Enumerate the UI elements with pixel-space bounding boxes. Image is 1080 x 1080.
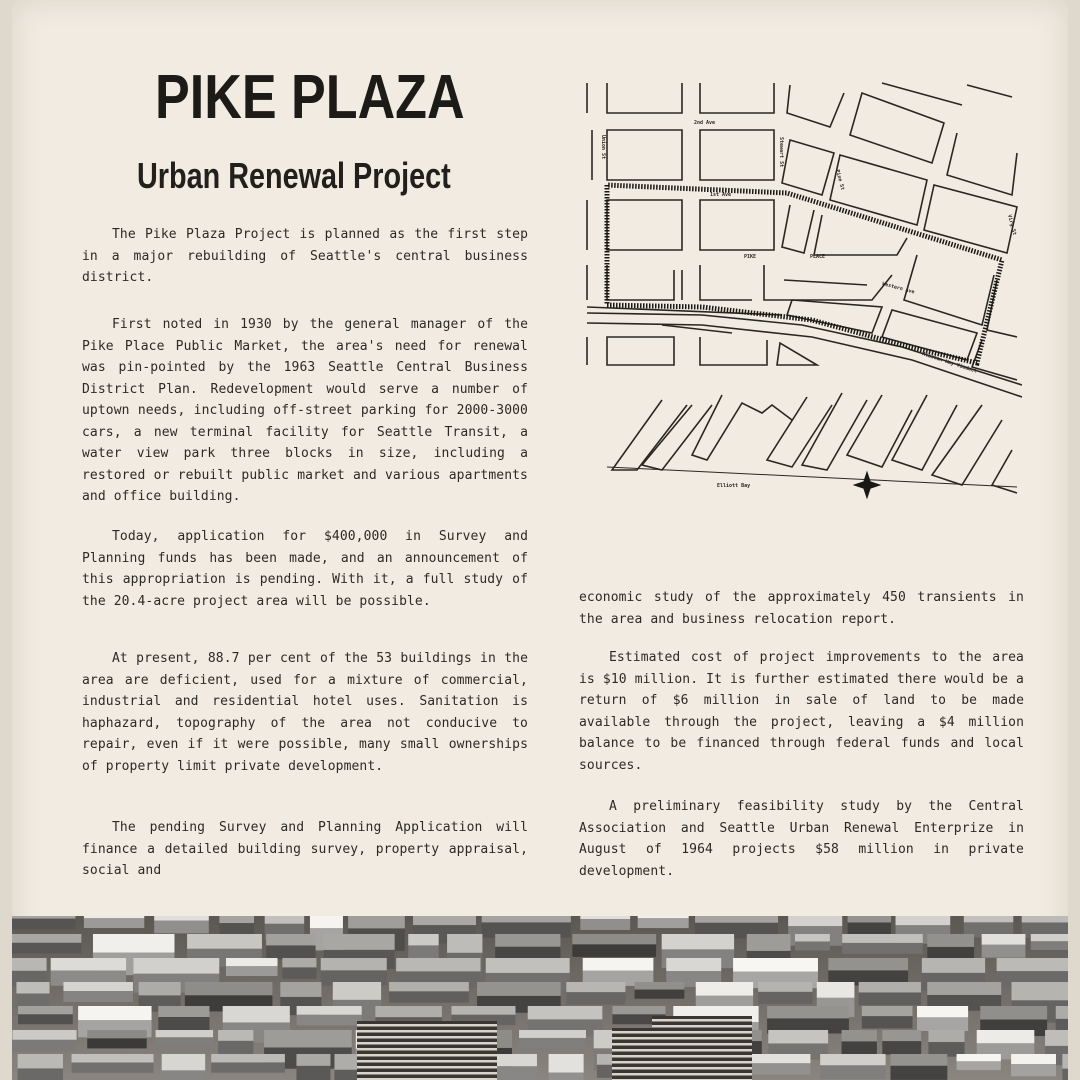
model-block-side <box>842 943 923 954</box>
model-block-roof <box>264 1030 352 1047</box>
model-block-side <box>820 1065 885 1079</box>
map-label-pine-st: Pine St <box>834 168 846 191</box>
model-block-roof <box>265 916 304 924</box>
model-block-roof <box>572 934 656 944</box>
model-block-side <box>226 966 278 976</box>
model-block-roof <box>767 1006 849 1018</box>
model-block-roof <box>788 916 842 926</box>
model-block-roof <box>447 934 482 953</box>
model-block-roof <box>333 982 381 1000</box>
model-tower-floor <box>652 1073 752 1076</box>
model-block-side <box>297 1015 362 1026</box>
model-block-roof <box>977 1030 1035 1043</box>
project-area-map <box>582 75 1022 505</box>
map-label-elliott-bay: Elliott Bay <box>717 483 751 489</box>
model-tower-floor <box>652 1031 752 1034</box>
paragraph-cost: Estimated cost of project improvements to the area is $10 million. It is further estimated there would be a return of $6 million in sale of land to be made available through the project, leaving a $4 million balance to be financed through federal funds and local sources. <box>579 650 1024 773</box>
model-block-side <box>158 1017 209 1030</box>
model-block-roof <box>451 1006 515 1015</box>
model-block-roof <box>87 1030 146 1038</box>
model-block-roof <box>747 934 791 951</box>
model-block-side <box>72 1062 154 1072</box>
model-tower-floor <box>357 1030 497 1033</box>
map-label-union-st: Union St <box>600 135 606 160</box>
model-block-roof <box>638 916 689 918</box>
model-block-roof <box>635 982 685 990</box>
model-block-roof <box>482 916 571 922</box>
model-block-roof <box>891 1054 948 1066</box>
model-block-roof <box>18 1054 63 1068</box>
model-block-roof <box>226 958 278 966</box>
model-block-roof <box>795 934 830 941</box>
model-block-roof <box>964 916 1013 922</box>
model-block-roof <box>297 1006 362 1015</box>
model-block-side <box>282 967 316 978</box>
map-label-western-ave: Western Ave <box>881 281 916 296</box>
model-block-roof <box>1031 934 1068 941</box>
model-block-roof <box>980 1006 1047 1020</box>
model-block-side <box>12 943 81 954</box>
city-model-photo <box>12 916 1068 1080</box>
model-block-roof <box>187 934 262 949</box>
model-tower-floor <box>357 1054 497 1057</box>
model-tower-floor <box>652 1037 752 1040</box>
model-block-roof <box>324 934 395 950</box>
model-block-roof <box>185 982 273 995</box>
model-block-roof <box>882 1030 921 1041</box>
model-tower-floor <box>652 1067 752 1070</box>
model-block-roof <box>997 958 1068 971</box>
model-block-roof <box>848 916 891 922</box>
model-block-roof <box>396 958 480 971</box>
model-block-side <box>266 945 315 959</box>
model-block-side <box>408 945 438 959</box>
model-block-roof <box>280 982 321 997</box>
model-block-side <box>63 991 133 1002</box>
map-label-place: PLACE <box>810 254 826 260</box>
paragraph-survey: The pending Survey and Planning Application will finance a detailed building survey, property appraisal, social and <box>82 820 528 878</box>
model-block-side <box>162 1070 205 1080</box>
model-block-roof <box>477 982 561 996</box>
model-block-roof <box>156 1030 214 1037</box>
model-block-roof <box>957 1054 1001 1061</box>
model-tower-floor <box>357 1024 497 1027</box>
map-label-stewart-st: Stewart St <box>778 137 784 168</box>
model-tower-floor <box>652 1043 752 1046</box>
model-block-roof <box>927 934 974 947</box>
model-block-side <box>296 1066 330 1080</box>
model-block-roof <box>12 1030 76 1040</box>
model-block-side <box>156 1037 214 1046</box>
model-block-roof <box>612 1006 665 1014</box>
model-block-roof <box>63 982 133 991</box>
model-block-roof <box>486 958 570 973</box>
model-block-roof <box>922 958 985 973</box>
page-title: PIKE PLAZA <box>155 63 465 132</box>
model-block-roof <box>72 1054 154 1062</box>
model-block-side <box>16 994 49 1008</box>
model-block-side <box>1031 941 1068 950</box>
model-block-side <box>891 1066 948 1080</box>
model-block-roof <box>768 1030 828 1043</box>
model-block-roof <box>820 1054 885 1065</box>
model-block-roof <box>862 1006 913 1016</box>
map-label-2nd-ave: 2nd Ave <box>694 120 716 126</box>
model-block-roof <box>1056 1006 1068 1019</box>
model-block-roof <box>93 934 175 953</box>
model-block-side <box>982 945 1026 958</box>
model-block-roof <box>18 1006 73 1014</box>
model-block-roof <box>12 916 75 919</box>
model-block-side <box>572 944 656 957</box>
model-block-roof <box>696 982 753 996</box>
model-block-roof <box>896 916 951 925</box>
model-block-roof <box>549 1054 584 1073</box>
model-block-roof <box>666 958 721 971</box>
model-block-roof <box>495 934 560 947</box>
model-block-roof <box>842 934 923 943</box>
model-block-roof <box>348 916 405 928</box>
model-block-roof <box>158 1006 209 1017</box>
model-block-side <box>218 1041 253 1054</box>
paragraph-economic-study: economic study of the approximately 450 transients in the area and business relocation report. <box>579 590 1024 627</box>
model-block-roof <box>162 1054 205 1070</box>
model-block-side <box>1011 1064 1056 1076</box>
model-tower-floor <box>357 1048 497 1051</box>
model-block-roof <box>842 1030 877 1041</box>
paragraph-application: Today, application for $400,000 in Survey and Planning funds has been made, and an announcement of this appropriation is pending. With it, a full study of the 20.4-acre project area will be possible. <box>82 529 528 609</box>
model-block-roof <box>139 982 181 995</box>
model-block-roof <box>154 916 209 921</box>
model-block-roof <box>413 916 476 925</box>
model-block-roof <box>583 958 654 971</box>
paragraph-buildings: At present, 88.7 per cent of the 53 buildings in the area are deficient, used for a mixture of commercial, industrial and residential hotel uses. Sanitation is haphazard, topography of the area not conducive to repair, even if it were possible, many small ownerships of property limit private development. <box>82 651 528 774</box>
model-tower-floor <box>652 1055 752 1058</box>
model-block-roof <box>84 916 144 918</box>
model-block-roof <box>566 982 625 992</box>
model-block-roof <box>733 958 818 972</box>
paragraph-intro: The Pike Plaza Project is planned as the first step in a major rebuilding of Seattle's central business district. <box>82 227 528 285</box>
model-block-roof <box>1011 1054 1056 1064</box>
model-block-side <box>638 918 689 928</box>
model-block-roof <box>211 1054 285 1062</box>
paragraph-feasibility: A preliminary feasibility study by the Central Association and Seattle Urban Renewal Enterprize in August of 1964 projects $58 million in private development. <box>579 799 1024 879</box>
model-block-side <box>580 919 630 930</box>
model-block-roof <box>1011 982 1068 1000</box>
model-block-side <box>957 1061 1001 1070</box>
model-block-roof <box>528 1006 603 1019</box>
model-block-side <box>862 1016 913 1028</box>
model-block-roof <box>859 982 921 992</box>
model-block-side <box>566 992 625 1004</box>
model-block-side <box>18 1014 73 1024</box>
model-block-side <box>87 1038 146 1048</box>
model-block-side <box>758 992 812 1004</box>
model-block-roof <box>1045 1030 1068 1046</box>
model-block-roof <box>695 916 778 923</box>
model-block-side <box>842 1041 877 1055</box>
map-label-pike: PIKE <box>744 254 757 260</box>
model-block-roof <box>78 1006 151 1020</box>
model-tower-floor <box>652 1049 752 1052</box>
map-label-1st-ave: 1st Ave <box>710 192 732 198</box>
model-block-side <box>882 1041 921 1055</box>
model-block-roof <box>927 982 1001 995</box>
model-block-roof <box>917 1006 968 1017</box>
model-block-roof <box>133 958 219 974</box>
model-block-side <box>154 921 209 934</box>
model-block-roof <box>817 982 855 998</box>
model-block-roof <box>662 934 734 949</box>
page-subtitle: Urban Renewal Project <box>137 155 451 196</box>
map-label-viaduct: Alaskan Way Viaduct <box>921 351 978 375</box>
model-block-side <box>18 1068 63 1080</box>
model-block-side <box>211 1062 285 1072</box>
model-tower-floor <box>357 1060 497 1063</box>
model-block-side <box>12 919 75 929</box>
model-block-roof <box>389 982 469 991</box>
model-block-side <box>635 990 685 999</box>
model-block-roof <box>218 1030 253 1041</box>
model-block-roof <box>219 916 254 923</box>
model-block-side <box>84 918 144 928</box>
model-block-side <box>389 991 469 1002</box>
model-block-roof <box>758 982 812 992</box>
model-block-side <box>549 1073 584 1080</box>
model-block-side <box>12 1040 76 1052</box>
model-block-roof <box>223 1006 290 1022</box>
model-tower-floor <box>357 1042 497 1045</box>
model-block-side <box>795 941 830 950</box>
model-block-roof <box>321 958 387 970</box>
model-block-roof <box>375 1006 442 1017</box>
model-block-roof <box>310 916 343 928</box>
model-block-roof <box>519 1030 586 1038</box>
model-block-roof <box>1062 1054 1068 1069</box>
model-block-side <box>859 992 921 1005</box>
model-block-roof <box>296 1054 330 1066</box>
model-block-side <box>519 1038 586 1048</box>
model-tower-floor <box>357 1066 497 1069</box>
model-tower-floor <box>357 1036 497 1039</box>
model-block-roof <box>12 934 81 943</box>
model-tower-floor <box>652 1061 752 1064</box>
model-block-roof <box>580 916 630 919</box>
model-tower-floor <box>357 1072 497 1075</box>
paragraph-history: First noted in 1930 by the general manager of the Pike Place Public Market, the area's need for renewal was pin-pointed by the 1963 Seattle Central Business District Plan. Redevelopment would serve a number of uptown needs, including off-street parking for 2000-3000 cars, a new terminal facility for Seattle Transit, a water view park three blocks in size, including a restored or rebuilt public market and various apartments and office building. <box>82 317 528 504</box>
model-block-roof <box>266 934 315 945</box>
model-block-roof <box>12 958 47 971</box>
model-block-roof <box>928 1030 964 1042</box>
model-block-roof <box>1022 916 1068 922</box>
model-tower-floor <box>652 1025 752 1028</box>
model-block-roof <box>282 958 316 967</box>
model-tower-floor <box>652 1019 752 1022</box>
model-block-side <box>917 1017 968 1031</box>
model-block-roof <box>51 958 126 970</box>
model-block-roof <box>16 982 49 994</box>
map-label-virginia-st: Virg St <box>1006 213 1018 236</box>
model-block-side <box>1062 1069 1068 1080</box>
model-block-roof <box>408 934 438 945</box>
model-block-roof <box>828 958 908 970</box>
model-block-roof <box>982 934 1026 945</box>
